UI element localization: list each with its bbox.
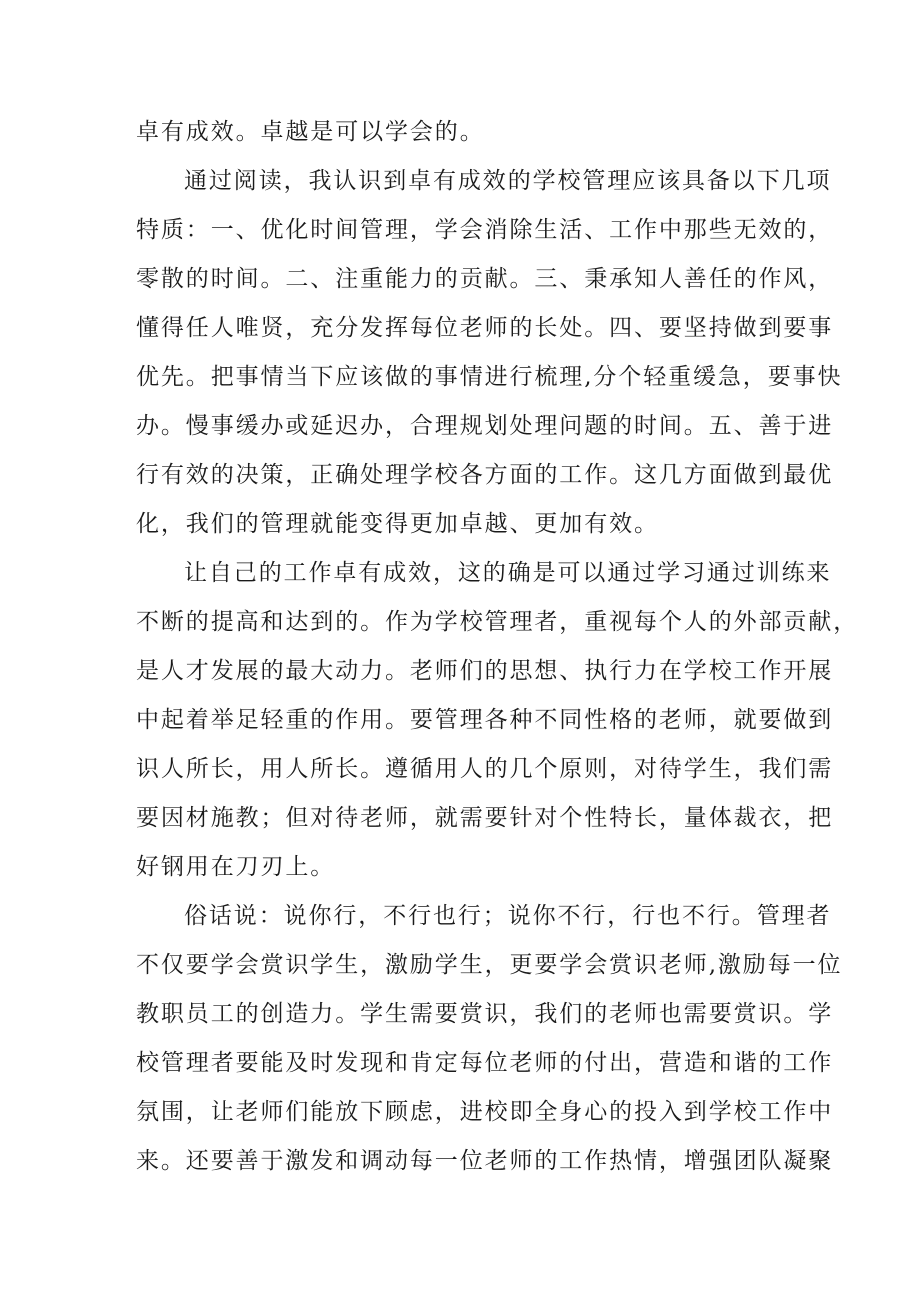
text-line: 识人所长，用人所长。遵循用人的几个原则，对待学生，我们需 xyxy=(136,756,834,782)
paragraph-3 xyxy=(136,549,859,892)
text-line: 通过阅读，我认识到卓有成效的学校管理应该具备以下几项 xyxy=(184,168,832,194)
text-line: 化，我们的管理就能变得更加卓越、更加有效。 xyxy=(136,511,659,537)
text-line: 让自己的工作卓有成效，这的确是可以通过学习通过训练来 xyxy=(184,560,832,586)
text-line: 校管理者要能及时发现和肯定每位老师的付出，营造和谐的工作 xyxy=(136,1050,834,1076)
document-body xyxy=(136,108,859,1186)
text-line: 不仅要学会赏识学生，激励学生，更要学会赏识老师,激励每一位 xyxy=(136,952,843,978)
paragraph-4 xyxy=(136,892,843,1186)
text-line: 氛围，让老师们能放下顾虑，进校即全身心的投入到学校工作中 xyxy=(136,1099,834,1125)
paragraph-1 xyxy=(136,108,788,157)
text-line: 要因材施教；但对待老师，就需要针对个性特长，量体裁衣，把 xyxy=(136,805,834,831)
text-line: 零散的时间。二、注重能力的贡献。三、秉承知人善任的作风， xyxy=(136,266,834,292)
paragraph-2 xyxy=(136,157,843,549)
text-line: 特质：一、优化时间管理，学会消除生活、工作中那些无效的， xyxy=(136,217,834,243)
text-line: 好钢用在刀刃上。 xyxy=(136,854,336,880)
text-line: 是人才发展的最大动力。老师们的思想、执行力在学校工作开展 xyxy=(136,658,834,684)
text-line: 卓有成效。卓越是可以学会的。 xyxy=(136,119,485,145)
text-line: 优先。把事情当下应该做的事情进行梳理,分个轻重缓急，要事快 xyxy=(136,364,843,390)
text-line: 中起着举足轻重的作用。要管理各种不同性格的老师，就要做到 xyxy=(136,707,834,733)
text-line: 俗话说：说你行，不行也行；说你不行，行也不行。管理者 xyxy=(184,903,832,929)
text-line: 来。还要善于激发和调动每一位老师的工作热情，增强团队凝聚 xyxy=(136,1148,834,1174)
text-line: 懂得任人唯贤，充分发挥每位老师的长处。四、要坚持做到要事 xyxy=(136,315,834,341)
text-line: 教职员工的创造力。学生需要赏识，我们的老师也需要赏识。学 xyxy=(136,1001,834,1027)
text-line: 办。慢事缓办或延迟办，合理规划处理问题的时间。五、善于进 xyxy=(136,413,834,439)
text-line: 不断的提高和达到的。作为学校管理者，重视每个人的外部贡献， xyxy=(136,609,859,635)
text-line: 行有效的决策，正确处理学校各方面的工作。这几方面做到最优 xyxy=(136,462,834,488)
